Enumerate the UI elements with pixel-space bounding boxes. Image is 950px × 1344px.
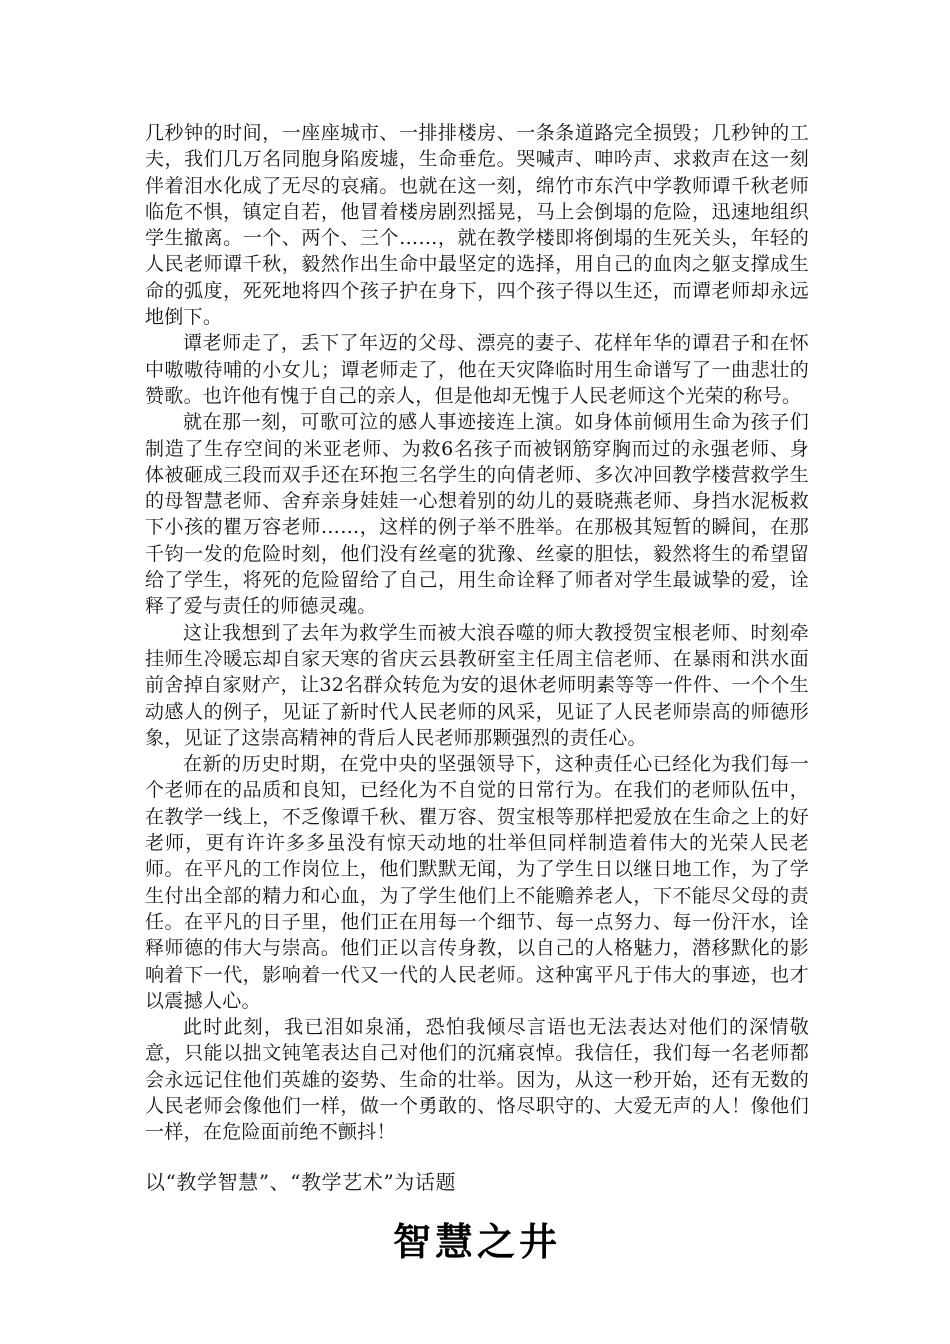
paragraph-tan-qianqiu: 谭老师走了，丢下了年迈的父母、漂亮的妻子、花样年华的谭君子和在怀中嗷嗷待哺的小女儿；谭老师走了，他在天灾降临时用生命谱写了一曲悲壮的赞歌。也许他有愧于自己的亲人，但是他却无愧于人民老师这个光荣的称号。 [145, 332, 809, 407]
section-title: 智慧之井 [392, 1218, 561, 1264]
paragraph-earthquake-moment: 几秒钟的时间，一座座城市、一排排楼房、一条条道路完全损毁；几秒钟的工夫，我们几万名同胞身陷废墟，生命垂危。哭喊声、呻吟声、求救声在这一刻伴着泪水化成了无尽的哀痛。也就在这一刻，绵竹市东汽中学教师谭千秋老师临危不惧，镇定自若，他冒着楼房剧烈摇晃，马上会倒塌的危险，迅速地组织学生撤离。一个、两个、三个……，就在教学楼即将倒塌的生死关头，年轻的人民老师谭千秋，毅然作出生命中最坚定的选择，用自己的血肉之躯支撑成生命的弧度，死死地将四个孩子护在身下，四个孩子得以生还，而谭老师却永远地倒下。 [145, 122, 809, 329]
document-body [145, 120, 809, 1266]
paragraph-heroic-teachers: 就在那一刻，可歌可泣的感人事迹接连上演。如身体前倾用生命为孩子们制造了生存空间的米亚老师、为救6名孩子而被钢筋穿胸而过的永强老师、身体被砸成三段而双手还在环抱三名学生的向倩老师、多次冲回教学楼营救学生的母智慧老师、舍弃亲身娃娃一心想着别的幼儿的聂晓燕老师、身挡水泥板救下小孩的瞿万容老师……，这样的例子举不胜举。在那极其短暂的瞬间，在那千钧一发的危险时刻，他们没有丝毫的犹豫、丝豪的胆怯，毅然将生的希望留给了学生，将死的危险留给了自己，用生命诠释了师者对学生最诚挚的爱，诠释了爱与责任的师德灵魂。 [145, 411, 809, 618]
paragraph-conclusion: 此时此刻，我已泪如泉涌，恐怕我倾尽言语也无法表达对他们的深情敬意，只能以拙文钝笔表达自己对他们的沉痛哀悼。我信任，我们每一名老师都会永远记住他们英雄的姿势、生命的壮举。因为，从这一秒开始，还有无数的人民老师会像他们一样，做一个勇敢的、恪尽职守的、大爱无声的人！像他们一样，在危险面前绝不颤抖！ [145, 1016, 809, 1144]
paragraph-new-era: 在新的历史时期，在党中央的坚强领导下，这种责任心已经化为我们每一个老师在的品质和良知，已经化为不自觉的日常行为。在我们的老师队伍中，在教学一线上，不乏像谭千秋、瞿万容、贺宝根等那样把爱放在生命之上的好老师，更有许许多多虽没有惊天动地的壮举但同样制造着伟大的光荣人民老师。在平凡的工作岗位上，他们默默无闻，为了学生日以继日地工作，为了学生付出全部的精力和心血，为了学生他们上不能赡养老人，下不能尽父母的责任。在平凡的日子里，他们正在用每一个细节、每一点努力、每一份汗水，诠释师德的伟大与崇高。他们正以言传身教，以自己的人格魅力，潜移默化的影响着下一代，影响着一代又一代的人民老师。这种寓平凡于伟大的事迹，也才以震撼人心。 [145, 753, 809, 1012]
paragraph-past-examples: 这让我想到了去年为救学生而被大浪吞噬的师大教授贺宝根老师、时刻牵挂师生冷暖忘却自家天寒的省庆云县教研室主任周主信老师、在暴雨和洪水面前舍掉自家财产，让32名群众转危为安的退休老师明素等等一件件、一个个生动感人的例子，见证了新时代人民老师的风采，见证了人民老师崇高的师德形象，见证了这崇高精神的背后人民老师那颗强烈的责任心。 [145, 621, 809, 749]
topic-line: 以“教学智慧”、“教学艺术”为话题 [145, 1169, 457, 1194]
